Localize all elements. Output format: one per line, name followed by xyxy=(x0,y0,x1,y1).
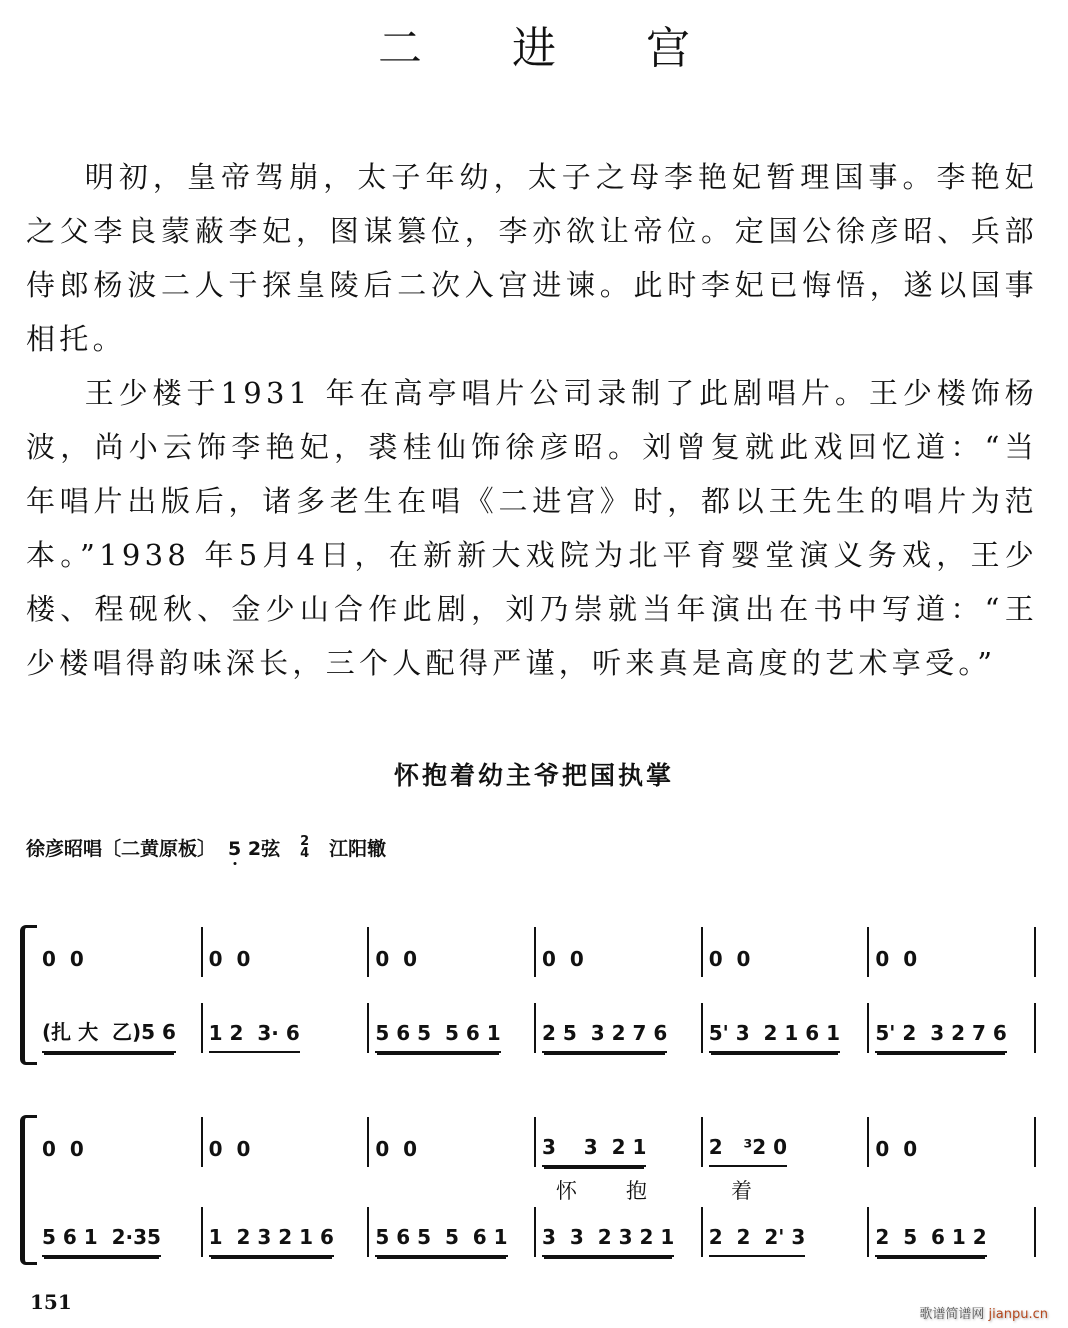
voice-staff xyxy=(36,927,1036,977)
rhyme-category: 江阳辙 xyxy=(329,838,387,860)
singer: 徐彦昭唱〔二黄原板〕 xyxy=(26,838,217,860)
lyric: 抱 xyxy=(626,1179,647,1203)
song-title: 怀抱着幼主爷把国执掌 xyxy=(393,761,674,790)
key-tuning: 5 2弦 xyxy=(228,838,281,860)
measure: 5 6 1 2·35 xyxy=(36,1207,201,1257)
lyric: 着 xyxy=(731,1179,752,1203)
score-system-2 xyxy=(20,1115,1036,1265)
song-meta xyxy=(26,834,386,861)
voice-staff xyxy=(36,1117,1036,1167)
measure: 0 0 xyxy=(201,1117,368,1167)
lyric: 怀 xyxy=(556,1179,577,1203)
measure: 0 0 xyxy=(867,1117,1036,1167)
intro-paragraph-2 xyxy=(26,366,1038,690)
measure: 0 0 xyxy=(201,927,368,977)
measure: 0 0 xyxy=(534,927,701,977)
measure: 0 0 xyxy=(42,947,84,971)
piece-title: 二 进 宫 xyxy=(378,23,728,74)
measure: 2 5 3 2 7 6 xyxy=(534,1003,701,1053)
measure: 0 0 xyxy=(367,1117,534,1167)
measure: 3 3 2 1 xyxy=(534,1117,701,1167)
measure: 0 0 xyxy=(701,927,868,977)
page-number: 151 xyxy=(30,1290,72,1314)
measure: 2 2 2' 3 xyxy=(701,1207,868,1257)
lyrics-row xyxy=(36,1175,1036,1205)
intro-paragraph-2-text: 王少楼于1931 年在高亭唱片公司录制了此剧唱片。王少楼饰杨波，尚小云饰李艳妃，裘桂仙饰徐彦昭。刘曾复就此戏回忆道：“当年唱片出版后，诸多老生在唱《二进宫》时，都以王先生的唱片为范本。”1938 年5月4日，在新新大戏院为北平育婴堂演义务戏，王少楼、程砚秋、金少山合作此剧，刘乃崇就当年演出在书中写道：“王少楼唱得韵味深长，三个人配得严谨，听来真是高度的艺术享受。” xyxy=(26,376,1038,680)
accompaniment-staff xyxy=(36,1003,1036,1053)
measure: 0 0 xyxy=(867,927,1036,977)
system-brace xyxy=(20,1115,37,1265)
measure: (扎 大 乙)5 6 xyxy=(36,1003,201,1053)
measure: 1 2 3 2 1 6 xyxy=(201,1207,368,1257)
measure: 3 3 2 3 2 1 xyxy=(534,1207,701,1257)
accompaniment-staff xyxy=(36,1207,1036,1257)
intro-paragraph-1-text: 明初，皇帝驾崩，太子年幼，太子之母李艳妃暂理国事。李艳妃之父李良蒙蔽李妃，图谋篡位，李亦欲让帝位。定国公徐彦昭、兵部侍郎杨波二人于探皇陵后二次入宫进谏。此时李妃已悔悟，遂以国事相托。 xyxy=(26,160,1038,356)
measure: 5' 2 3 2 7 6 xyxy=(867,1003,1036,1053)
score-system-1 xyxy=(20,925,1036,1065)
watermark: 歌谱简谱网 jianpu.cn xyxy=(919,1307,1048,1322)
measure: 0 0 xyxy=(367,927,534,977)
measure: 2 5 6 1 2 xyxy=(867,1207,1036,1257)
intro-paragraph-1 xyxy=(26,150,1038,366)
measure: 0 0 xyxy=(42,1137,84,1161)
time-signature: 2 4 xyxy=(300,833,310,861)
measure: 5' 3 2 1 6 1 xyxy=(701,1003,868,1053)
measure: 5 6 5 5 6 1 xyxy=(367,1207,534,1257)
measure: 2 ³2 0 xyxy=(701,1117,868,1167)
system-brace xyxy=(20,925,37,1065)
measure: 1 2 3· 6 xyxy=(201,1003,368,1053)
measure: 5 6 5 5 6 1 xyxy=(367,1003,534,1053)
